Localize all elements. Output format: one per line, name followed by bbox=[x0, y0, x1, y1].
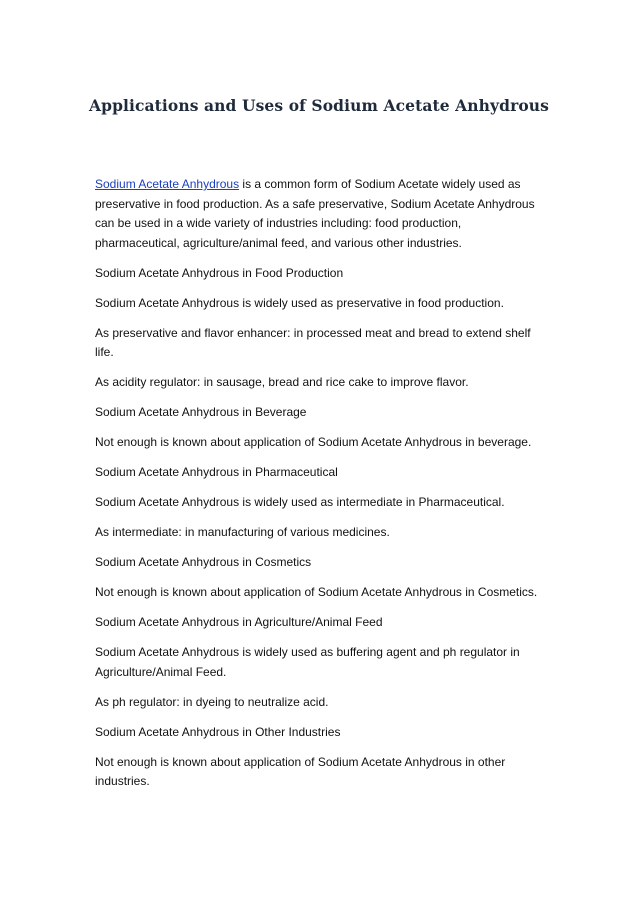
paragraph-ph-regulator: As ph regulator: in dyeing to neutralize acid. bbox=[95, 694, 329, 709]
section-heading-beverage: Sodium Acetate Anhydrous in Beverage bbox=[95, 405, 307, 419]
paragraph-intermediate: As intermediate: in manufacturing of various medicines. bbox=[95, 525, 390, 539]
paragraph-pharmaceutical: Sodium Acetate Anhydrous is widely used as intermediate in Pharmaceutical. bbox=[95, 495, 505, 509]
paragraph-other-industries: Not enough is known about application of Sodium Acetate Anhydrous in other industries. bbox=[95, 754, 506, 788]
paragraph-food-preservative: Sodium Acetate Anhydrous is widely used as preservative in food production. bbox=[95, 295, 504, 310]
sodium-acetate-anhydrous-link[interactable]: Sodium Acetate Anhydrous bbox=[95, 177, 240, 191]
section-heading-pharmaceutical: Sodium Acetate Anhydrous in Pharmaceutical bbox=[95, 465, 338, 479]
section-heading-agriculture: Sodium Acetate Anhydrous in Agriculture/Animal Feed bbox=[95, 615, 383, 629]
section-heading-food-production: Sodium Acetate Anhydrous in Food Production bbox=[95, 265, 344, 280]
paragraph-acidity-regulator: As acidity regulator: in sausage, bread and rice cake to improve flavor. bbox=[95, 375, 469, 389]
page-title: Applications and Uses of Sodium Acetate Anhydrous bbox=[89, 96, 549, 115]
paragraph-flavor-enhancer: As preservative and flavor enhancer: in processed meat and bread to extend shelf life. bbox=[95, 325, 531, 359]
document-body bbox=[95, 175, 545, 802]
intro-text: is a common form of Sodium Acetate widely used as preservative in food production. As a safe preservative, Sodium Acetate Anhydrous can be used in a wide variety of industries including: food production, pharmaceutical, agriculture/animal feed, and various other industries. bbox=[95, 177, 535, 250]
section-heading-cosmetics: Sodium Acetate Anhydrous in Cosmetics bbox=[95, 555, 312, 569]
paragraph-beverage: Not enough is known about application of Sodium Acetate Anhydrous in beverage. bbox=[95, 435, 532, 449]
paragraph-cosmetics: Not enough is known about application of Sodium Acetate Anhydrous in Cosmetics. bbox=[95, 585, 538, 599]
section-heading-other-industries: Sodium Acetate Anhydrous in Other Industries bbox=[95, 724, 341, 739]
paragraph-agriculture: Sodium Acetate Anhydrous is widely used as buffering agent and ph regulator in Agriculture/Animal Feed. bbox=[95, 645, 520, 679]
intro-paragraph bbox=[95, 175, 545, 253]
